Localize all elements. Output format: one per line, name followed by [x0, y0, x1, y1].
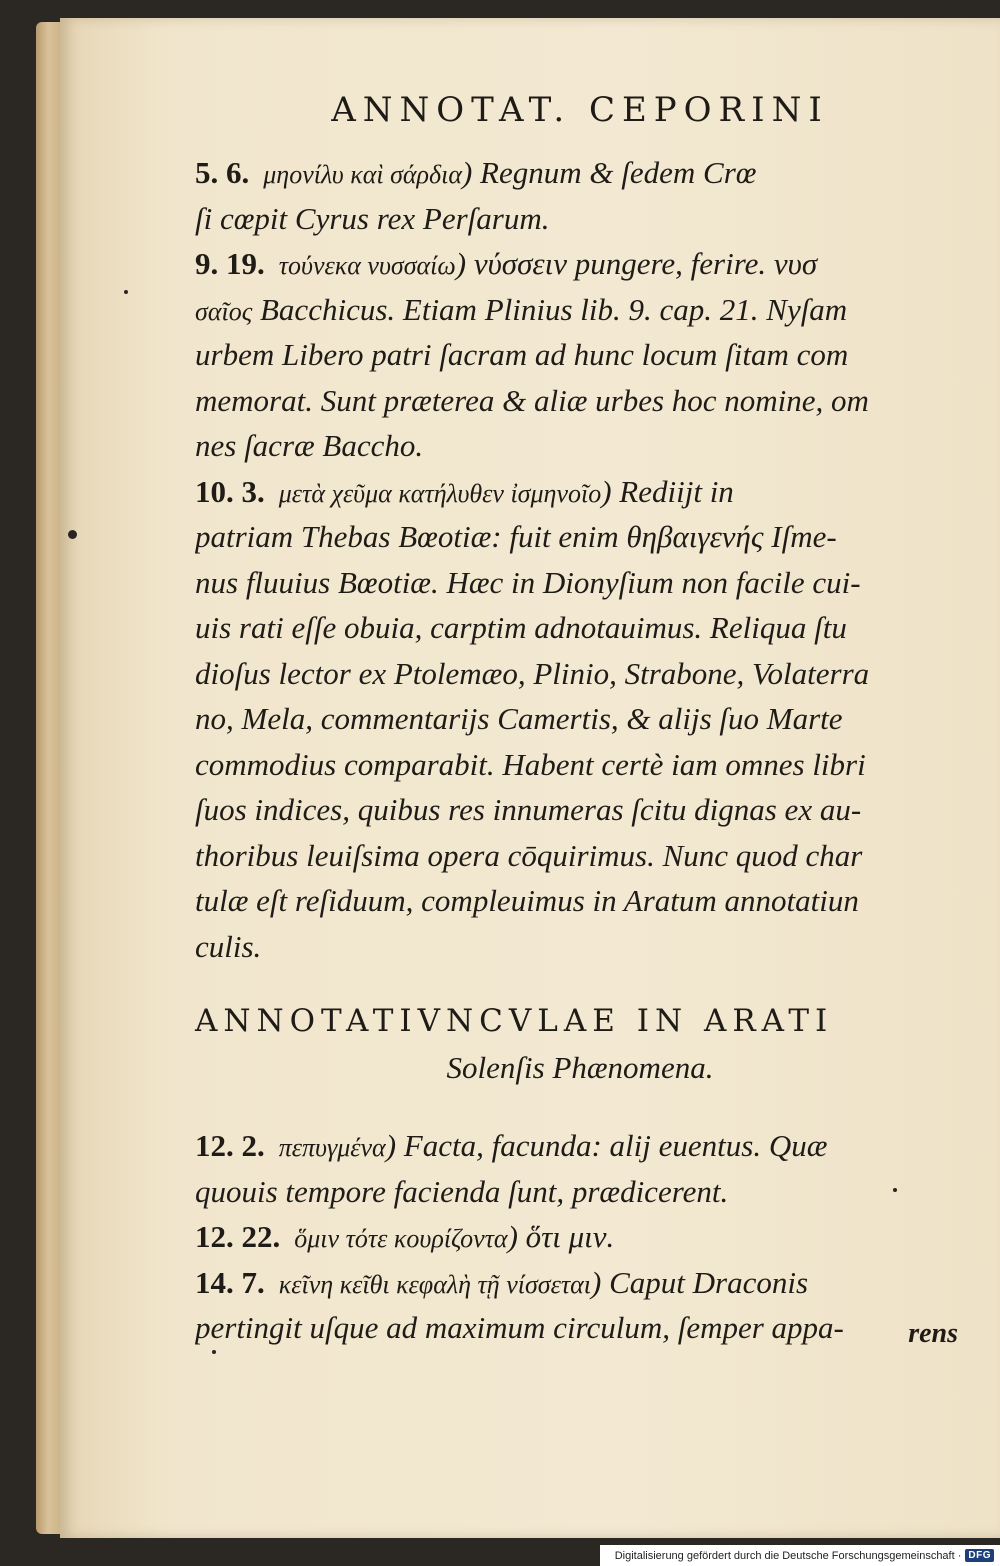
- greek-lemma: ὅμιν τότε κουρίζοντα: [294, 1224, 508, 1253]
- dfg-logo: DFG: [965, 1549, 994, 1562]
- text-line: [195, 878, 965, 924]
- verse-reference: 10. 3.: [195, 473, 265, 509]
- verse-reference: 14. 7.: [195, 1264, 265, 1300]
- greek-lemma: πεπυγμένα: [278, 1133, 386, 1162]
- text-line: [195, 605, 965, 651]
- latin-text: patriam Thebas Bœotiæ: fuit enim θηβαιγενής Iſme-: [195, 519, 837, 554]
- text-line: [195, 423, 965, 469]
- text-line: [195, 469, 965, 515]
- greek-lemma: μηονίλυ καὶ σάρδια: [263, 160, 462, 189]
- greek-lemma: τούνεκα νυσσαίω: [278, 251, 456, 280]
- latin-text: ) Regnum & ſedem Crœ: [461, 155, 757, 190]
- text-line: [195, 651, 965, 697]
- latin-text: urbem Libero patri ſacram ad hunc locum ſitam com: [195, 337, 849, 372]
- text-line: [195, 378, 965, 424]
- digitization-footer: [600, 1545, 1000, 1566]
- latin-text: ſuos indices, quibus res innumeras ſcitu dignas ex au-: [195, 792, 862, 827]
- greek-lemma: μετὰ χεῦμα κατήλυθεν ἰσμηνοῖο: [278, 478, 602, 508]
- latin-text: ) ὅτι μιν.: [507, 1219, 615, 1254]
- latin-text: uis rati eſſe obuia, carptim adnotauimus. Reliqua ſtu: [195, 610, 847, 645]
- latin-text: quouis tempore facienda ſunt, prædicerent.: [195, 1173, 729, 1209]
- footer-credit: Digitalisierung gefördert durch die Deutsche Forschungsgemeinschaft ·: [614, 1549, 962, 1562]
- text-line: [195, 696, 965, 742]
- latin-text: nes ſacræ Baccho.: [195, 428, 424, 463]
- latin-text: ) Caput Draconis: [591, 1264, 809, 1300]
- latin-text: culis.: [195, 928, 262, 964]
- text-line: [195, 924, 965, 970]
- latin-text: ) Facta, facunda: alij euentus. Quæ: [385, 1128, 828, 1163]
- latin-text: ſi cœpit Cyrus rex Perſarum.: [195, 200, 550, 236]
- text-line: [195, 1169, 965, 1215]
- text-line: [195, 332, 965, 378]
- text-line: [195, 150, 965, 196]
- latin-text: dioſus lector ex Ptolemæo, Plinio, Strabone, Volaterra: [195, 655, 870, 691]
- ink-speck: [124, 290, 128, 294]
- text-line: [195, 560, 965, 606]
- catchword: rens: [908, 1318, 958, 1349]
- latin-text: pertingit uſque ad maximum circulum, ſemper appa-: [195, 1310, 844, 1345]
- annotation-block: [195, 1123, 965, 1351]
- text-line: [195, 1214, 965, 1260]
- text-line: [195, 514, 965, 560]
- text-line: [195, 787, 965, 833]
- verse-reference: 9. 19.: [195, 246, 265, 281]
- text-line: [195, 1260, 965, 1306]
- latin-text: Bacchicus. Etiam Plinius lib. 9. cap. 21. Nyſam: [252, 291, 848, 327]
- running-head: ANNOTAT. CEPORINI: [331, 90, 829, 130]
- text-line: [195, 241, 965, 287]
- latin-text: thoribus leuiſsima opera cōquirimus. Nunc quod char: [195, 837, 863, 873]
- latin-text: memorat. Sunt præterea & aliæ urbes hoc nomine, om: [195, 382, 869, 418]
- verse-reference: 12. 22.: [195, 1219, 281, 1254]
- verse-reference: 12. 2.: [195, 1128, 265, 1163]
- section-subheading: Solenſis Phænomena.: [446, 1050, 714, 1085]
- text-line: [195, 1123, 965, 1169]
- latin-text: tulæ eſt reſiduum, compleuimus in Aratum annotatiun: [195, 883, 859, 918]
- greek-lemma: σαῖος: [195, 296, 253, 326]
- body-text: [195, 150, 965, 1351]
- latin-text: nus fluuius Bœotiæ. Hæc in Dionyſium non facile cui-: [195, 564, 861, 600]
- latin-text: ) νύσσειν pungere, ferire. νυσ: [455, 246, 818, 281]
- text-line: [195, 196, 965, 242]
- latin-text: ) Rediijt in: [601, 473, 734, 509]
- latin-text: no, Mela, commentarijs Camertis, & alijs ſuo Marte: [195, 701, 843, 736]
- latin-text: commodius comparabit. Habent certè iam omnes libri: [195, 746, 866, 782]
- ink-speck: [212, 1350, 216, 1354]
- annotation-block: [195, 150, 965, 969]
- text-line: [195, 833, 965, 879]
- greek-lemma: κεῖνη κεῖθι κεφαλὴ τῇ νίσσεται: [278, 1269, 592, 1299]
- text-line: [195, 287, 965, 333]
- text-line: [195, 742, 965, 788]
- section-heading: ANNOTATIVNCVLAE IN ARATI: [195, 1003, 834, 1039]
- ink-speck: [893, 1188, 897, 1192]
- verse-reference: 5. 6.: [195, 155, 250, 190]
- text-line: [195, 1305, 965, 1351]
- ink-speck: [68, 530, 77, 539]
